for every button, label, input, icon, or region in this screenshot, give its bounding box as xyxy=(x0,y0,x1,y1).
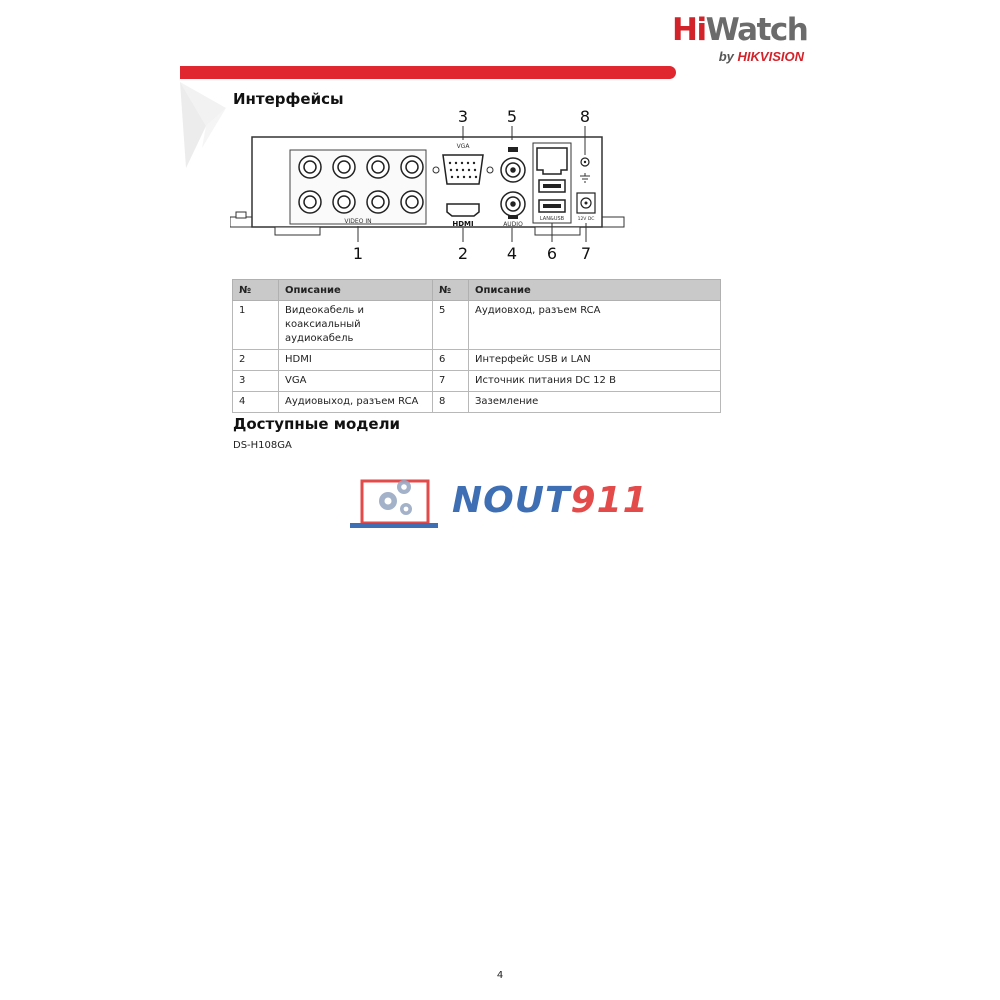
table-cell: 8 xyxy=(433,392,469,413)
table-cell: VGA xyxy=(279,371,433,392)
callout-5: 5 xyxy=(506,107,518,126)
table-cell: Аудиовход, разъем RCA xyxy=(469,301,721,350)
table-cell: Заземление xyxy=(469,392,721,413)
table-cell: 2 xyxy=(233,350,279,371)
label-power: 12V DC xyxy=(577,217,595,222)
callout-2: 2 xyxy=(457,244,469,263)
table-cell: 3 xyxy=(233,371,279,392)
interfaces-table xyxy=(232,279,721,413)
table-row xyxy=(233,301,721,350)
label-audio: AUDIO xyxy=(503,221,523,228)
callout-3: 3 xyxy=(457,107,469,126)
hiwatch-logo xyxy=(672,12,808,64)
header-number: № xyxy=(433,280,469,301)
decorative-shape-icon xyxy=(176,78,236,178)
brand-title: HiWatch xyxy=(672,12,808,48)
table-cell: Видеокабель и коаксиальный аудиокабель xyxy=(279,301,433,350)
device-rear-panel xyxy=(230,100,630,265)
models-title: Доступные модели xyxy=(233,415,401,433)
header-red-bar xyxy=(180,66,676,79)
hdmi-port xyxy=(447,204,479,216)
table-cell: Аудиовыход, разъем RCA xyxy=(279,392,433,413)
page-number: 4 xyxy=(496,970,504,981)
laptop-gears-icon xyxy=(348,465,440,531)
table-cell: Источник питания DC 12 В xyxy=(469,371,721,392)
table-cell: 5 xyxy=(433,301,469,350)
lan-port xyxy=(537,148,567,174)
interfaces-title: Интерфейсы xyxy=(233,90,344,108)
callout-6: 6 xyxy=(546,244,558,263)
table-cell: HDMI xyxy=(279,350,433,371)
header-description: Описание xyxy=(469,280,721,301)
model-name: DS-H108GA xyxy=(233,440,292,451)
callout-1: 1 xyxy=(352,244,364,263)
callout-8: 8 xyxy=(579,107,591,126)
table-cell: 7 xyxy=(433,371,469,392)
table-header-row xyxy=(233,280,721,301)
header-number: № xyxy=(233,280,279,301)
label-hdmi: HDMI xyxy=(452,220,474,228)
table-row xyxy=(233,392,721,413)
table-cell: 1 xyxy=(233,301,279,350)
table-cell: Интерфейс USB и LAN xyxy=(469,350,721,371)
label-lan-usb: LAN&USB xyxy=(539,216,565,222)
table-row xyxy=(233,371,721,392)
table-cell: 4 xyxy=(233,392,279,413)
callout-7: 7 xyxy=(580,244,592,263)
brand-subtitle: by HIKVISION xyxy=(718,49,804,64)
watermark-text: NOUT911 xyxy=(452,480,649,521)
label-vga: VGA xyxy=(456,143,470,150)
label-video-in: VIDEO IN xyxy=(344,218,372,225)
table-cell: 6 xyxy=(433,350,469,371)
table-row xyxy=(233,350,721,371)
header-description: Описание xyxy=(279,280,433,301)
callout-4: 4 xyxy=(506,244,518,263)
